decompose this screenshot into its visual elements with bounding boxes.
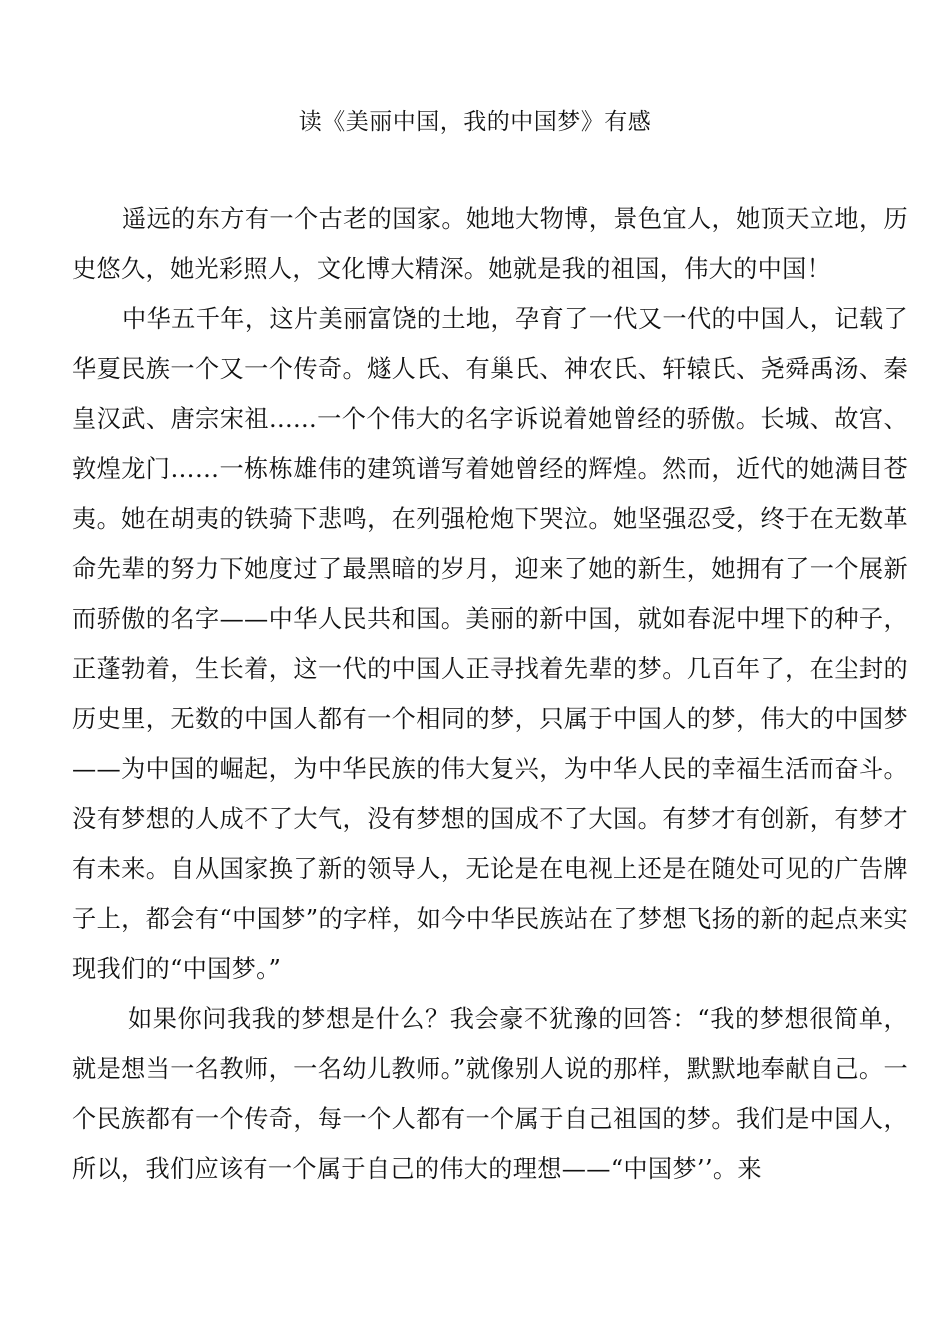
paragraph-2: 中华五千年，这片美丽富饶的土地，孕育了一代又一代的中国人，记载了华夏民族一个又一个传奇。燧人氏、有巢氏、神农氏、轩辕氏、尧舜禹汤、秦皇汉武、唐宗宋祖......一个个伟大的名字诉说着她曾经的骄傲。长城、故宫、敦煌龙门……一栋栋雄伟的建筑谱写着她曾经的辉煌。然而，近代的她满目苍夷。她在胡夷的铁骑下悲鸣，在列强枪炮下哭泣。她坚强忍受，终于在无数革命先辈的努力下她度过了最黑暗的岁月，迎来了她的新生，她拥有了一个展新而骄傲的名字——中华人民共和国。美丽的新中国，就如春泥中埋下的种子，正蓬勃着，生长着，这一代的中国人正寻找着先辈的梦。几百年了，在尘封的历史里，无数的中国人都有一个相同的梦，只属于中国人的梦，伟大的中国梦——为中国的崛起，为中华民族的伟大复兴，为中华人民的幸福生活而奋斗。没有梦想的人成不了大气，没有梦想的国成不了大国。有梦才有创新，有梦才有未来。自从国家换了新的领导人，无论是在电视上还是在随处可见的广告牌子上，都会有“中国梦”的字样，如今中华民族站在了梦想飞扬的新的起点来实现我们的“中国梦。” (72, 305, 908, 983)
document-title: 读《美丽中国，我的中国梦》有感 (298, 109, 652, 135)
document-body (72, 194, 908, 1194)
paragraph-1: 遥远的东方有一个古老的国家。她地大物博，景色宜人，她顶天立地，历史悠久，她光彩照人，文化博大精深。她就是我的祖国，伟大的中国！ (72, 205, 908, 283)
paragraph-3: 如果你问我我的梦想是什么？我会豪不犹豫的回答：“我的梦想很简单，就是想当一名教师，一名幼儿教师。”就像别人说的那样，默默地奉献自己。一个民族都有一个传奇，每一个人都有一个属于自己祖国的梦。我们是中国人，所以，我们应该有一个属于自己的伟大的理想——“中国梦’’。来 (72, 1005, 908, 1183)
